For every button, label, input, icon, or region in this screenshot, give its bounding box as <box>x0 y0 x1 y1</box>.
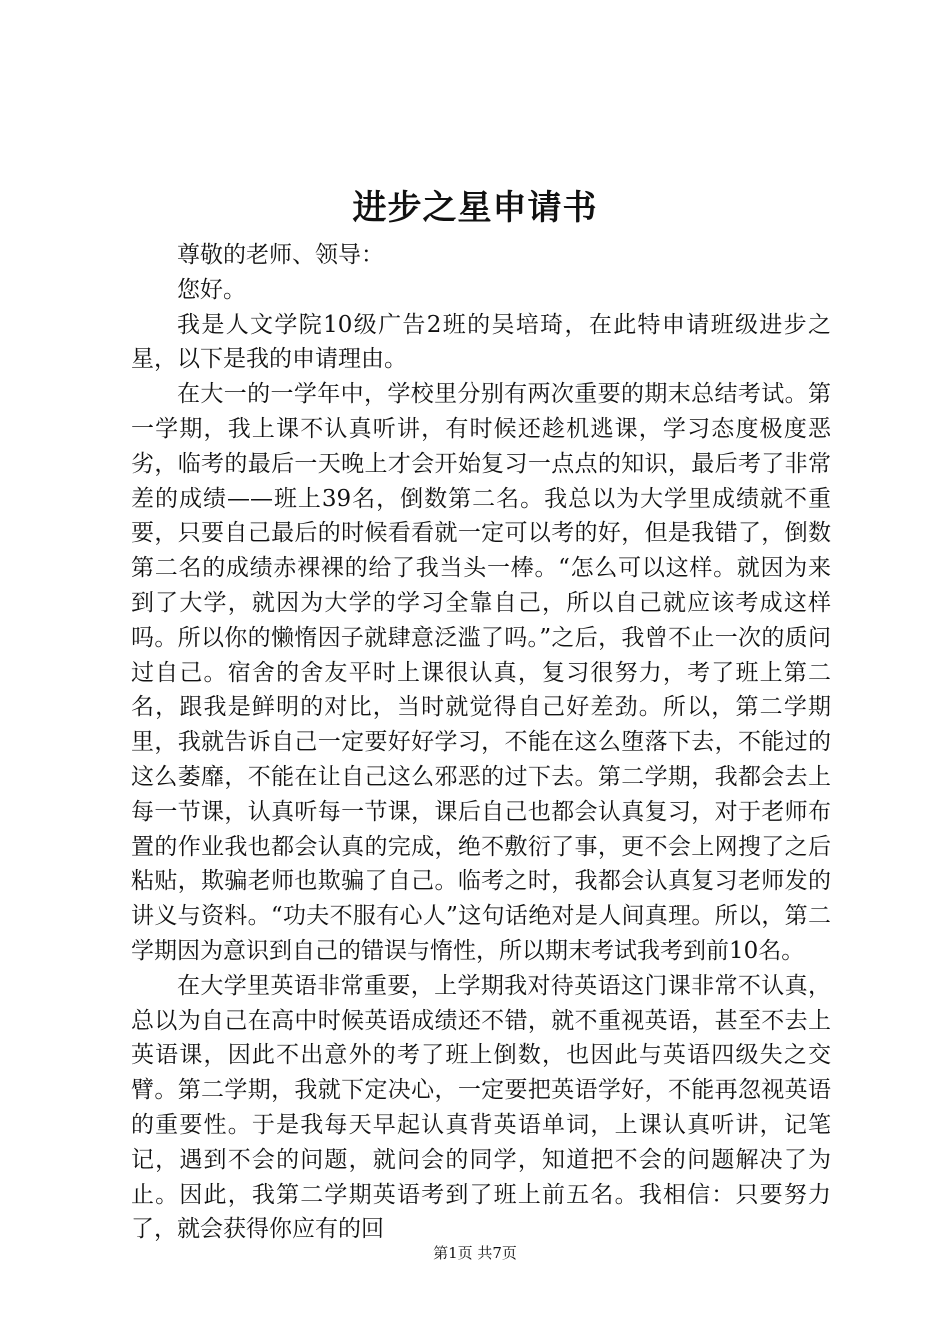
body-paragraph: 在大学里英语非常重要，上学期我对待英语这门课非常不认真，总以为自己在高中时候英语成绩还不错，就不重视英语，甚至不去上英语课，因此不出意外的考了班上倒数，也因此与英语四级失之交臂。第二学期，我就下定决心，一定要把英语学好，不能再忽视英语的重要性。于是我每天早起认真背英语单词，上课认真听讲，记笔记，遇到不会的问题，就问会的同学，知道把不会的问题解决了为止。因此，我第二学期英语考到了班上前五名。我相信：只要努力了，就会获得你应有的回 <box>131 972 831 1243</box>
page-number-footer: 第1页 共7页 <box>433 1244 517 1262</box>
salutation: 尊敬的老师、领导： <box>177 242 384 268</box>
document-body <box>131 238 831 1247</box>
greeting: 您好。 <box>177 276 246 303</box>
body-paragraph: 我是人文学院10级广告2班的吴培琦，在此特申请班级进步之星，以下是我的申请理由。 <box>131 311 831 373</box>
body-paragraph: 在大一的一学年中，学校里分别有两次重要的期末总结考试。第一学期，我上课不认真听讲，有时候还趁机逃课，学习态度极度恶劣，临考的最后一天晚上才会开始复习一点点的知识，最后考了非常差的成绩——班上39名，倒数第二名。我总以为大学里成绩就不重要，只要自己最后的时候看看就一定可以考的好，但是我错了，倒数第二名的成绩赤裸裸的给了我当头一棒。“怎么可以这样。就因为来到了大学，就因为大学的学习全靠自己，所以自己就应该考成这样吗。所以你的懒惰因子就肆意泛滥了吗。”之后，我曾不止一次的质问过自己。宿舍的舍友平时上课很认真，复习很努力，考了班上第二名，跟我是鲜明的对比，当时就觉得自己好差劲。所以，第二学期里，我就告诉自己一定要好好学习，不能在这么堕落下去，不能过的这么萎靡，不能在让自己这么邪恶的过下去。第二学期，我都会去上每一节课，认真听每一节课，课后自己也都会认真复习，对于老师布置的作业我也都会认真的完成，绝不敷衍了事，更不会上网搜了之后粘贴，欺骗老师也欺骗了自己。临考之时，我都会认真复习老师发的讲义与资料。“功夫不服有心人”这句话绝对是人间真理。所以，第二学期因为意识到自己的错误与惰性，所以期末考试我考到前10名。 <box>131 381 831 964</box>
document-title: 进步之星申请书 <box>352 188 598 228</box>
